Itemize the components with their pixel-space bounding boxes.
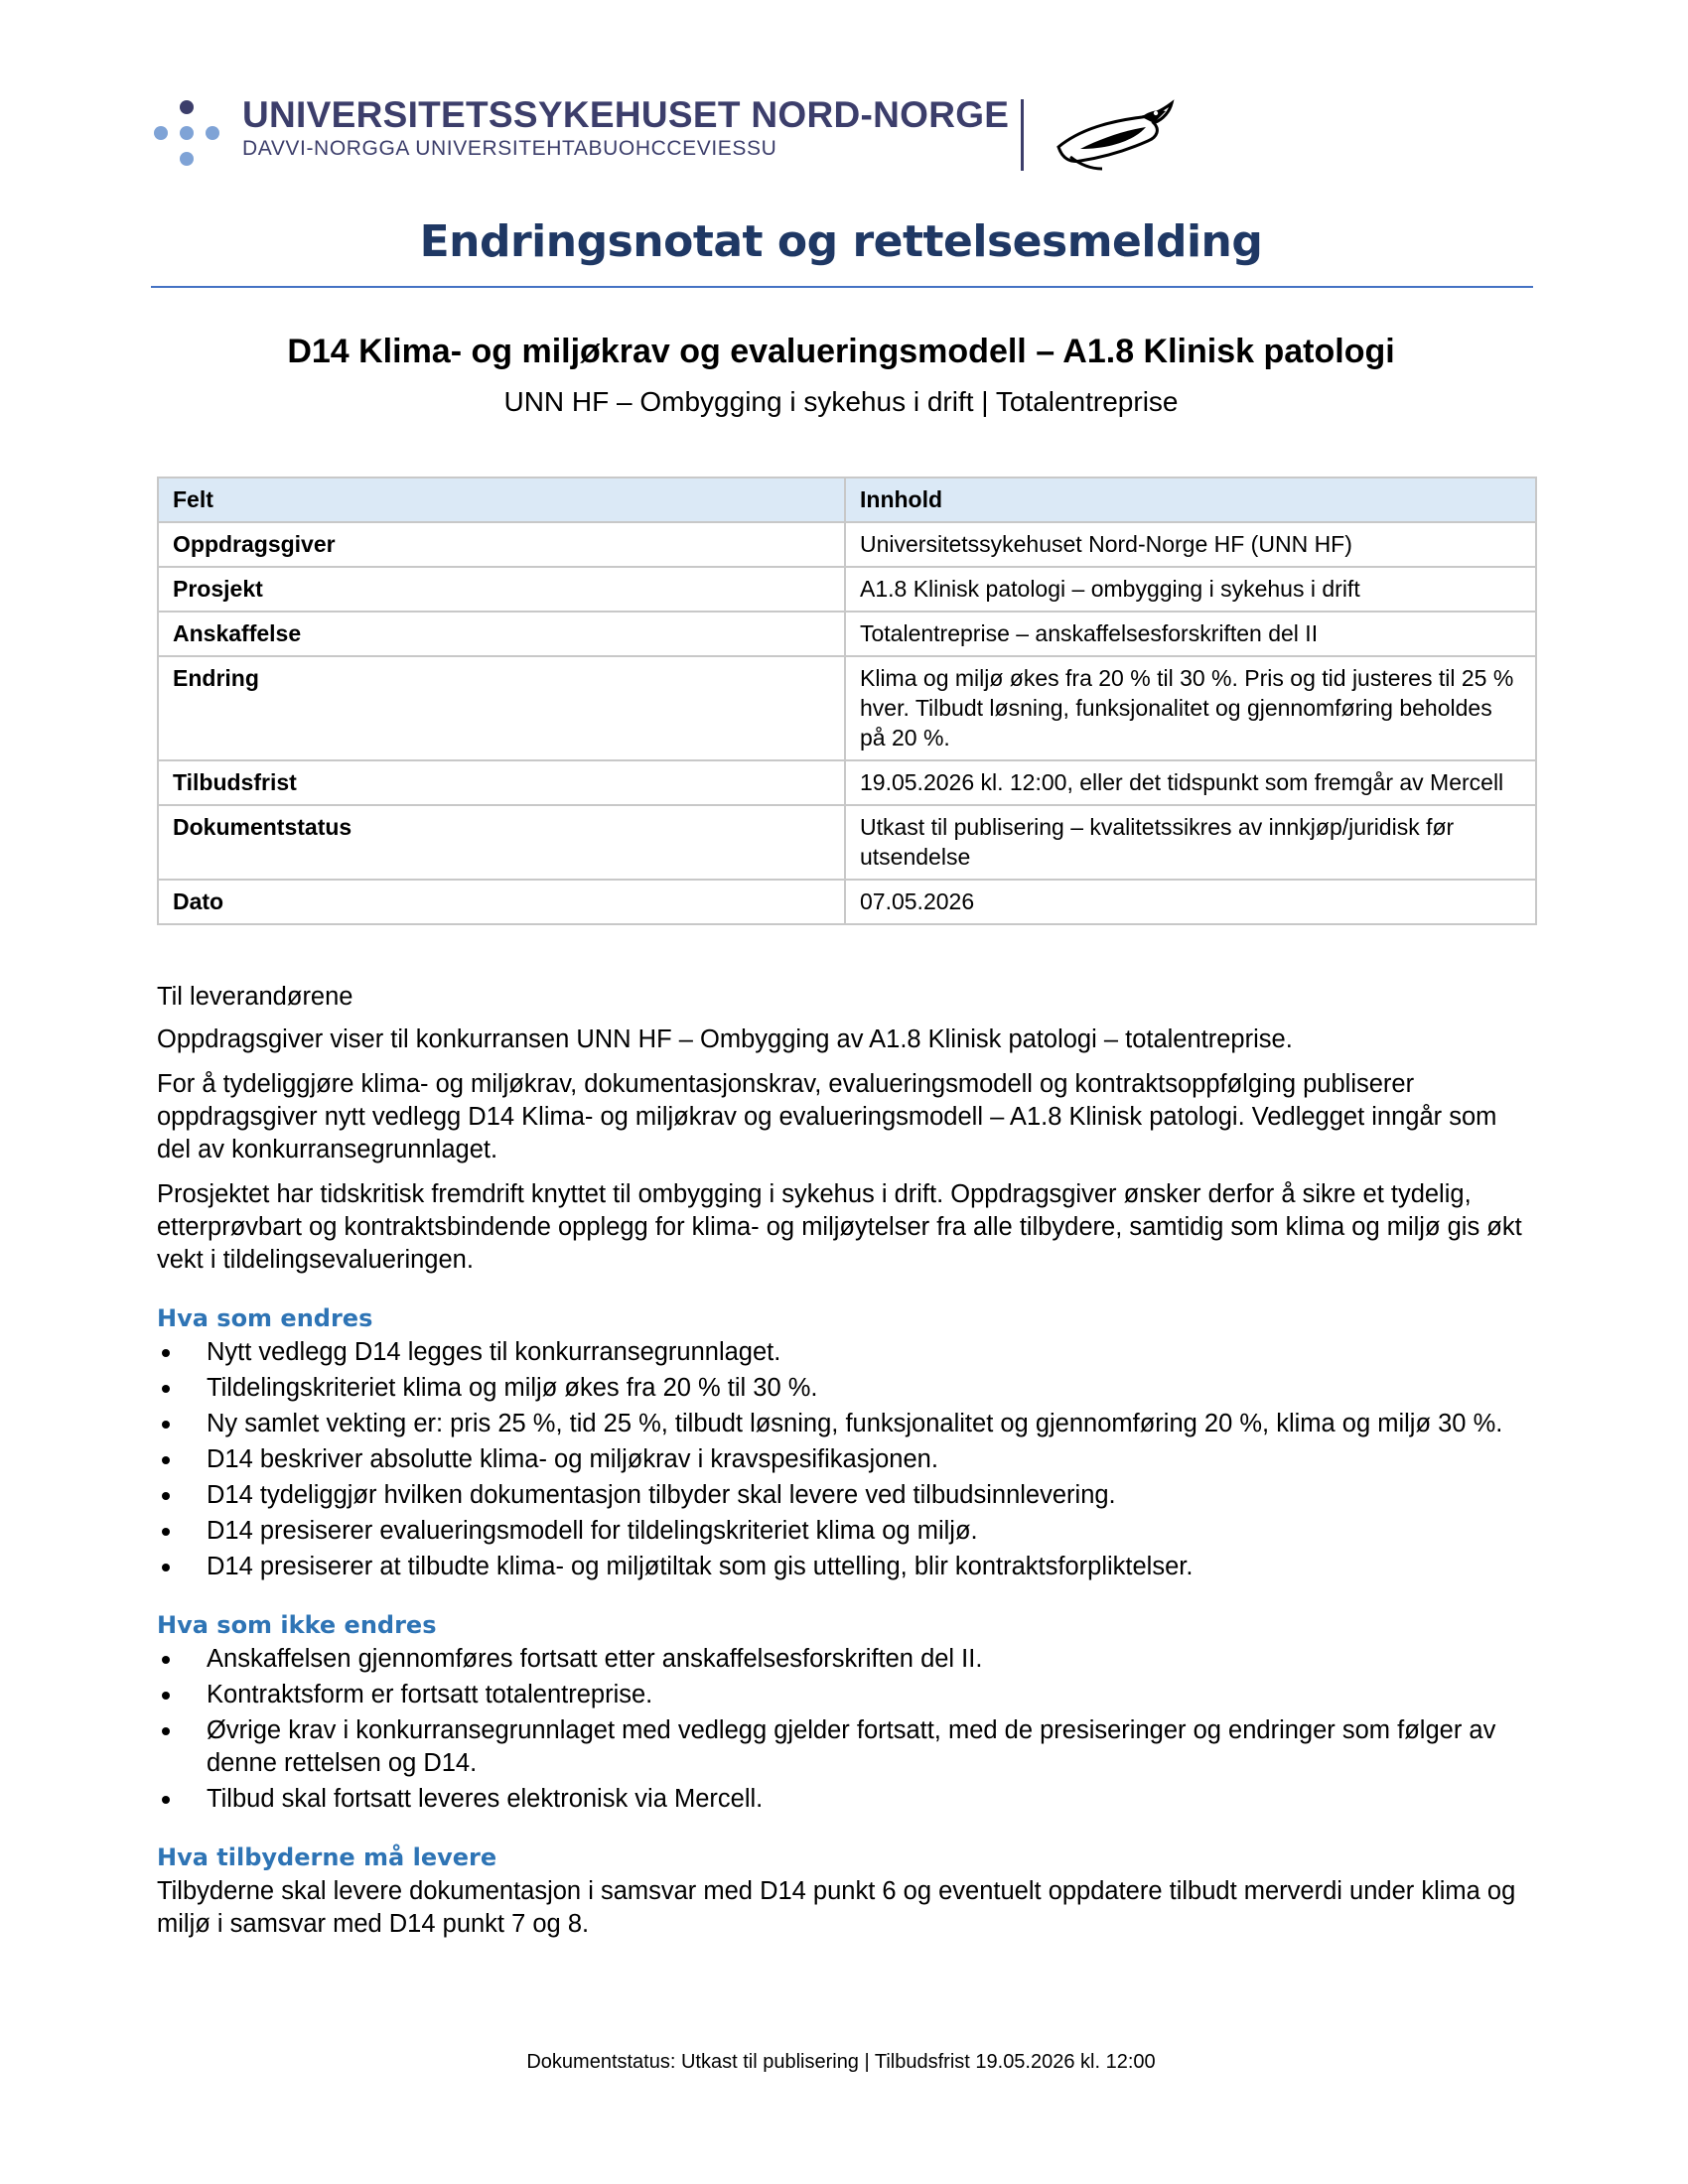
table-value-cell: 07.05.2026: [845, 880, 1536, 924]
body-paragraph: For å tydeliggjøre klima- og miljøkrav, dokumentasjonskrav, evalueringsmodell og kontraktsoppfølging publiserer oppdragsgiver nytt vedlegg D14 Klima- og miljøkrav og evalueringsmodell – A1.8 Klinisk patologi. Vedlegget inngår som del av konkurransegrunnlaget.: [157, 1070, 1497, 1163]
organization-name: UNIVERSITETSSYKEHUSET NORD-NORGE: [242, 94, 1010, 135]
title-underline: [151, 286, 1533, 288]
table-value-cell: A1.8 Klinisk patologi – ombygging i sykehus i drift: [845, 567, 1536, 612]
table-key-cell: Endring: [158, 656, 845, 760]
table-key-cell: Dato: [158, 880, 845, 924]
table-key-cell: Prosjekt: [158, 567, 845, 612]
letter-body: [157, 981, 1537, 1953]
table-row: [158, 656, 1536, 760]
greeting: Til leverandørene: [157, 983, 353, 1011]
body-paragraph: Prosjektet har tidskritisk fremdrift knyttet til ombygging i sykehus i drift. Oppdragsgiver ønsker derfor å sikre et tydelig, etterprøvbart og kontraktsbindende opplegg for klima- og miljøytelser fra alle tilbydere, samtidig som klima og miljø gis økt vekt i tildelingsevalueringen.: [157, 1180, 1522, 1274]
list-item: Ny samlet vekting er: pris 25 %, tid 25 %, tilbudt løsning, funksjonalitet og gjennomføring 20 %, klima og miljø 30 %.: [157, 1408, 1537, 1440]
organization-subname: DAVVI-NORGGA UNIVERSITEHTABUOHCCEVIESSU: [242, 137, 777, 160]
document-title: Endringsnotat og rettelsesmelding: [419, 216, 1263, 267]
table-row: [158, 805, 1536, 880]
deliver-paragraph: Tilbyderne skal levere dokumentasjon i samsvar med D14 punkt 6 og eventuelt oppdatere tilbudt merverdi under klima og miljø i samsvar med D14 punkt 7 og 8.: [157, 1877, 1516, 1938]
table-row: [158, 760, 1536, 805]
table-header-cell: Felt: [158, 478, 845, 522]
section-heading-deliver: Hva tilbyderne må levere: [157, 1843, 497, 1871]
list-item: D14 presiserer at tilbudte klima- og miljøtiltak som gis uttelling, blir kontraktsforpliktelser.: [157, 1551, 1537, 1583]
unchanged-list: [157, 1643, 1537, 1816]
list-item: Anskaffelsen gjennomføres fortsatt etter anskaffelsesforskriften del II.: [157, 1643, 1537, 1676]
table-value-cell: Utkast til publisering – kvalitetssikres av innkjøp/juridisk før utsendelse: [845, 805, 1536, 880]
list-item: D14 presiserer evalueringsmodell for tildelingskriteriet klima og miljø.: [157, 1515, 1537, 1548]
info-table: [157, 477, 1537, 925]
list-item: Kontraktsform er fortsatt totalentreprise.: [157, 1679, 1537, 1711]
table-row: [158, 522, 1536, 567]
list-item: D14 beskriver absolutte klima- og miljøkrav i kravspesifikasjonen.: [157, 1443, 1537, 1476]
logo-text: [242, 95, 1009, 162]
table-header-row: [158, 478, 1536, 522]
table-row: [158, 880, 1536, 924]
list-item: Nytt vedlegg D14 legges til konkurransegrunnlaget.: [157, 1336, 1537, 1369]
changes-list: [157, 1336, 1537, 1583]
document-subtitle: D14 Klima- og miljøkrav og evalueringsmodell – A1.8 Klinisk patologi: [287, 333, 1395, 370]
table-key-cell: Oppdragsgiver: [158, 522, 845, 567]
table-row: [158, 612, 1536, 656]
dots-logo-icon: [151, 99, 222, 179]
page-footer: Dokumentstatus: Utkast til publisering | Tilbudsfrist 19.05.2026 kl. 12:00: [526, 2051, 1156, 2073]
list-item: D14 tydeliggjør hvilken dokumentasjon tilbyder skal levere ved tilbudsinnlevering.: [157, 1479, 1537, 1512]
table-header-cell: Innhold: [845, 478, 1536, 522]
table-value-cell: 19.05.2026 kl. 12:00, eller det tidspunkt som fremgår av Mercell: [845, 760, 1536, 805]
organization-logo: [151, 95, 1184, 185]
section-heading-unchanged: Hva som ikke endres: [157, 1611, 437, 1639]
table-value-cell: Totalentreprise – anskaffelsesforskriften del II: [845, 612, 1536, 656]
table-value-cell: Universitetssykehuset Nord-Norge HF (UNN HF): [845, 522, 1536, 567]
list-item: Tildelingskriteriet klima og miljø økes fra 20 % til 30 %.: [157, 1372, 1537, 1405]
project-line: UNN HF – Ombygging i sykehus i drift | Totalentreprise: [503, 386, 1179, 417]
list-item: Øvrige krav i konkurransegrunnlaget med vedlegg gjelder fortsatt, med de presiseringer og endringer som følger av denne rettelsen og D14.: [157, 1714, 1537, 1780]
table-key-cell: Anskaffelse: [158, 612, 845, 656]
table-key-cell: Tilbudsfrist: [158, 760, 845, 805]
list-item: Tilbud skal fortsatt leveres elektronisk via Mercell.: [157, 1783, 1537, 1816]
penguin-bird-icon: [1051, 99, 1178, 171]
body-paragraph: Oppdragsgiver viser til konkurransen UNN HF – Ombygging av A1.8 Klinisk patologi – totalentreprise.: [157, 1025, 1293, 1053]
table-row: [158, 567, 1536, 612]
table-value-cell: Klima og miljø økes fra 20 % til 30 %. Pris og tid justeres til 25 % hver. Tilbudt løsning, funksjonalitet og gjennomføring beholdes på 20 %.: [845, 656, 1536, 760]
logo-divider: [1021, 99, 1024, 171]
table-key-cell: Dokumentstatus: [158, 805, 845, 880]
section-heading-changes: Hva som endres: [157, 1304, 373, 1332]
